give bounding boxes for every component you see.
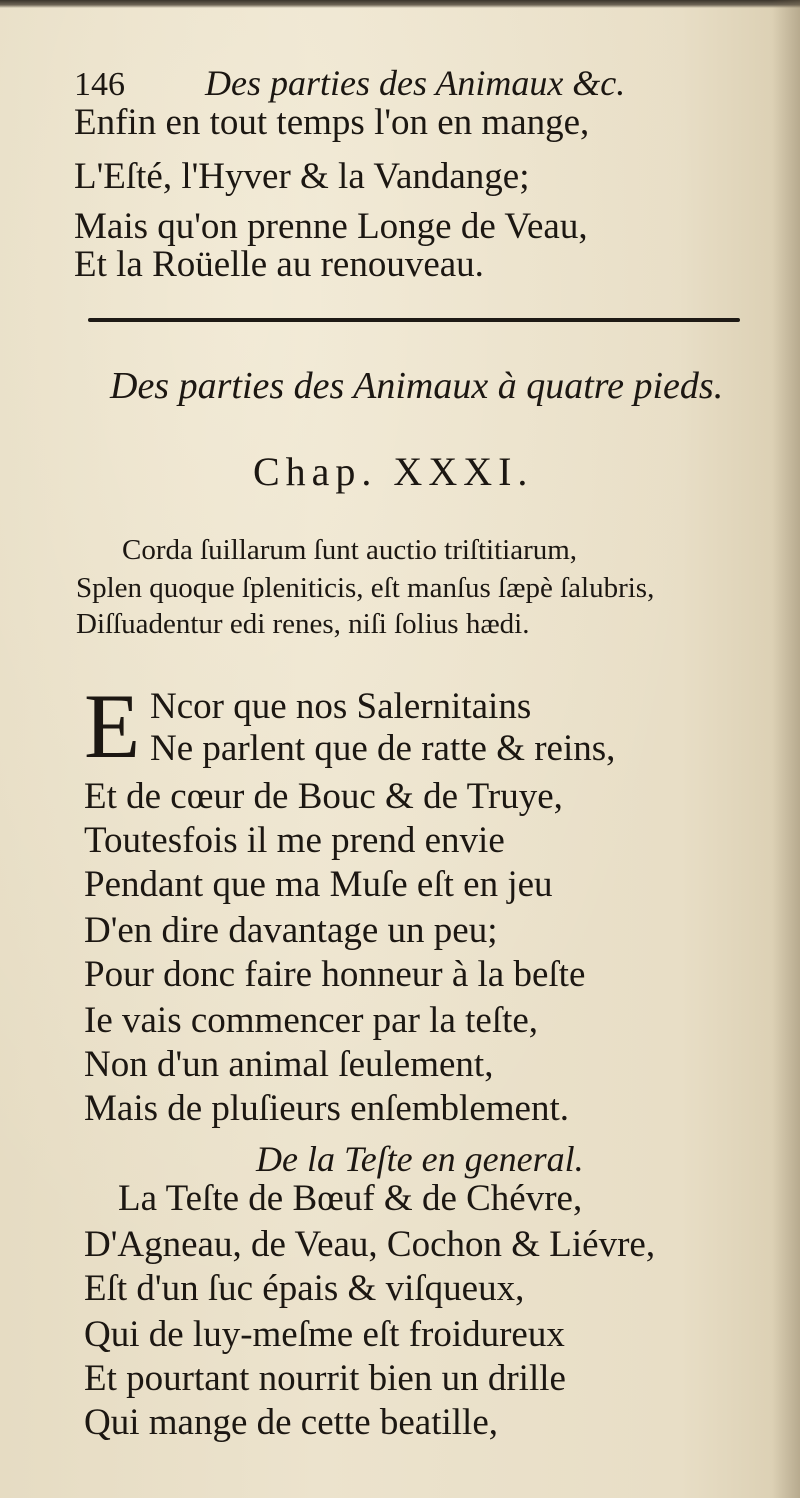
latin-line: Diſſuadentur edi renes, niſi ſolius hædi. xyxy=(76,608,530,640)
verse-line: Pour donc faire honneur à la beſte xyxy=(84,954,586,995)
verse-line: Qui de luy-meſme eſt froidureux xyxy=(84,1314,565,1355)
latin-line: Corda ſuillarum ſunt auctio triſtitiarum, xyxy=(122,534,578,566)
verse-line: Enfin en tout temps l'on en mange, xyxy=(74,102,590,143)
verse-line: Pendant que ma Muſe eſt en jeu xyxy=(84,864,553,905)
drop-cap: E xyxy=(84,675,141,777)
section-subheading: De la Teſte en general. xyxy=(256,1139,584,1179)
verse-line: Et la Roüelle au renouveau. xyxy=(74,244,484,285)
verse-line: Non d'un animal ſeulement, xyxy=(84,1044,494,1085)
verse-line: D'Agneau, de Veau, Cochon & Liévre, xyxy=(84,1224,656,1265)
verse-line: Mais qu'on prenne Longe de Veau, xyxy=(74,206,588,247)
verse-line: D'en dire davantage un peu; xyxy=(84,910,498,951)
verse-line: La Teſte de Bœuf & de Chévre, xyxy=(118,1178,583,1219)
verse-line: Ne parlent que de ratte & reins, xyxy=(150,728,616,769)
page-gutter-shadow xyxy=(772,0,800,1498)
page-number: 146 xyxy=(74,66,125,103)
section-rule xyxy=(88,318,740,322)
verse-line: Et pourtant nourrit bien un drille xyxy=(84,1358,566,1399)
chapter-title: Des parties des Animaux à quatre pieds. xyxy=(110,365,724,407)
verse-line: L'Eſté, l'Hyver & la Vandange; xyxy=(74,156,530,197)
chapter-number: Chap. XXXI. xyxy=(253,449,534,494)
page-top-edge xyxy=(0,0,800,8)
verse-line: Toutesfois il me prend envie xyxy=(84,820,505,861)
verse-line: Eſt d'un ſuc épais & viſqueux, xyxy=(84,1268,525,1309)
verse-line: Et de cœur de Bouc & de Truye, xyxy=(84,776,563,817)
verse-line: Ncor que nos Salernitains xyxy=(150,686,532,727)
verse-line: Qui mange de cette beatille, xyxy=(84,1402,499,1443)
verse-line: Mais de pluſieurs enſemblement. xyxy=(84,1088,569,1129)
running-title: Des parties des Animaux &c. xyxy=(205,63,626,103)
verse-line: Ie vais commencer par la teſte, xyxy=(84,1000,539,1041)
latin-line: Splen quoque ſpleniticis, eſt manſus ſæpè ſalubris, xyxy=(76,572,655,604)
